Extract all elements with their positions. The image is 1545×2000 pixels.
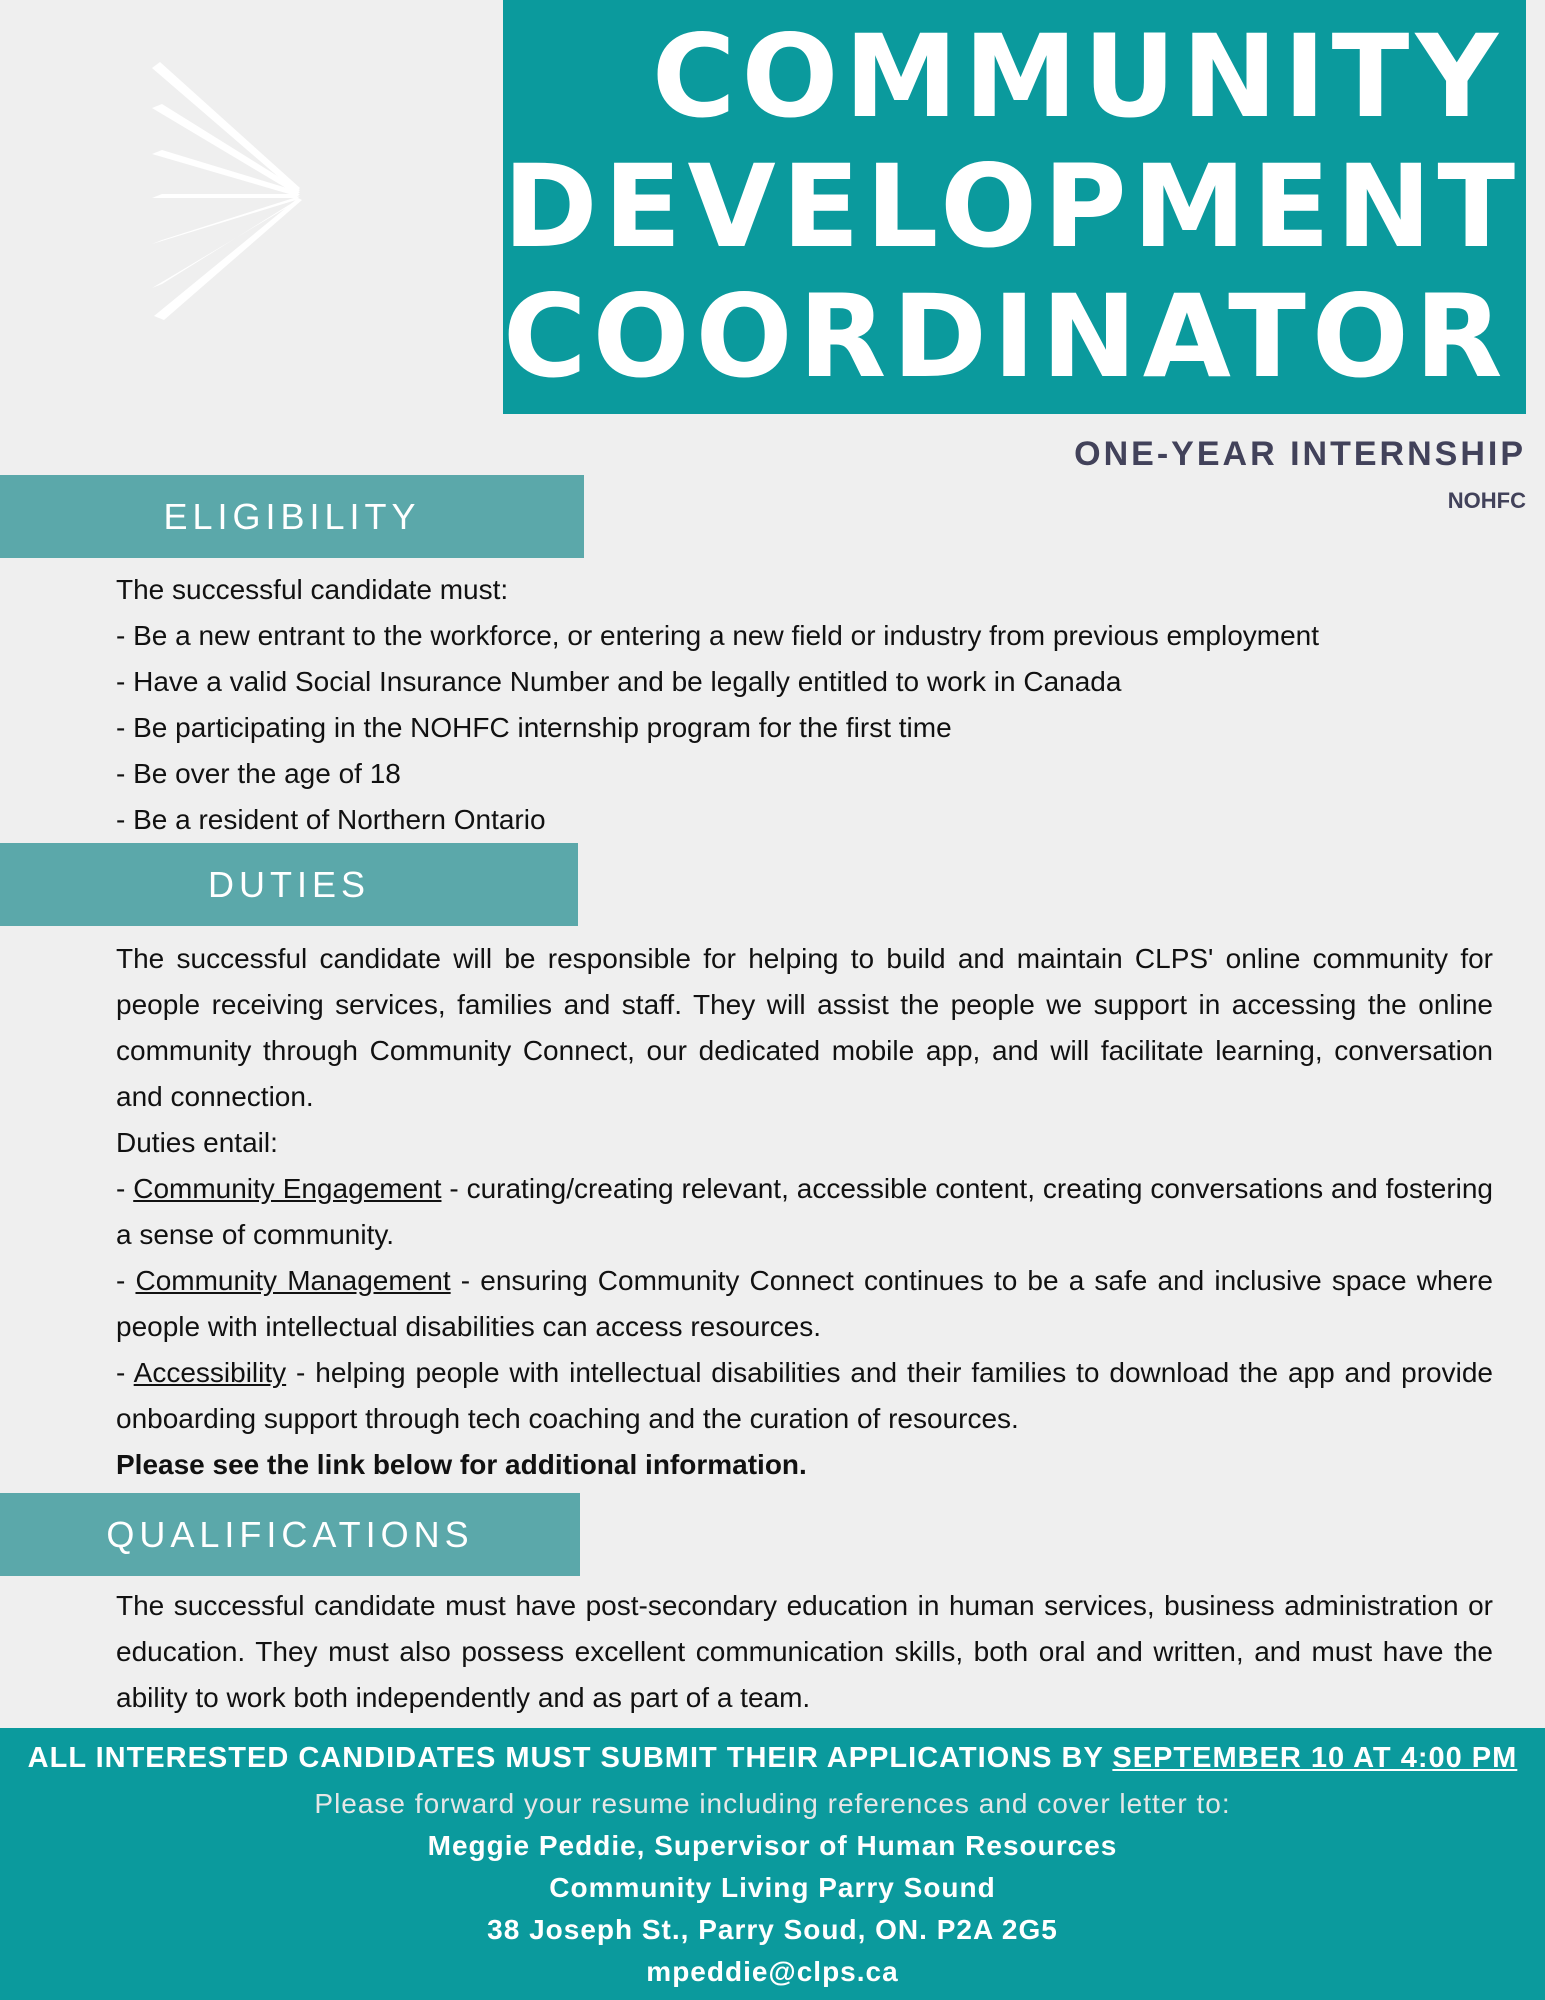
- list-item: - Have a valid Social Insurance Number and be legally entitled to work in Canada: [116, 666, 1122, 697]
- duty-prefix: -: [116, 1357, 134, 1388]
- qualifications-content: [116, 1583, 1493, 1721]
- eligibility-intro: The successful candidate must:: [116, 574, 509, 605]
- duty-item: [116, 1258, 1493, 1350]
- list-item: - Be participating in the NOHFC internship program for the first time: [116, 712, 952, 743]
- eligibility-heading: ELIGIBILITY: [0, 475, 584, 558]
- duties-intro: The successful candidate will be responsible for helping to build and maintain CLPS' online community for people receiving services, families and staff. They will assist the people we support in accessing the online community through Community Connect, our dedicated mobile app, and will facilitate learning, conversation and connection.: [116, 943, 1493, 1112]
- title-line-3: COORDINATOR: [503, 270, 1509, 403]
- deadline-prefix: ALL INTERESTED CANDIDATES MUST SUBMIT THEIR APPLICATIONS BY: [27, 1742, 1113, 1774]
- duty-prefix: -: [116, 1265, 136, 1296]
- title-line-2: DEVELOPMENT: [503, 140, 1522, 273]
- duties-heading: DUTIES: [0, 843, 578, 926]
- duties-note: Please see the link below for additional information.: [116, 1449, 807, 1480]
- deadline-date: SEPTEMBER 10 AT 4:00 PM: [1112, 1742, 1518, 1774]
- subtitle: ONE-YEAR INTERNSHIP: [1074, 435, 1526, 473]
- list-item: - Be over the age of 18: [116, 758, 401, 789]
- duties-entail: Duties entail:: [116, 1127, 278, 1158]
- duty-item: [116, 1166, 1493, 1258]
- duty-term: Community Management: [135, 1265, 451, 1296]
- title-banner: [503, 0, 1526, 414]
- contact-name: Meggie Peddie, Supervisor of Human Resources: [427, 1830, 1118, 1861]
- duty-text: - curating/creating relevant, accessible content, creating conversations and fostering a sense of community.: [116, 1173, 1494, 1250]
- forward-instructions: Please forward your resume including references and cover letter to:: [314, 1788, 1231, 1819]
- program-label: NOHFC: [1447, 488, 1526, 513]
- list-item: - Be a new entrant to the workforce, or entering a new field or industry from previous employment: [116, 620, 1320, 651]
- title-line-1: COMMUNITY: [651, 10, 1504, 143]
- qualifications-heading: QUALIFICATIONS: [0, 1493, 580, 1576]
- organization-name: Community Living Parry Sound: [549, 1872, 996, 1903]
- footer-banner: [0, 1728, 1545, 2000]
- duties-content: [116, 936, 1493, 1488]
- duty-text: - ensuring Community Connect continues to be a safe and inclusive space where people with intellectual disabilities can access resources.: [116, 1265, 1493, 1342]
- duty-term: Community Engagement: [133, 1173, 442, 1204]
- duty-prefix: -: [116, 1173, 134, 1204]
- fan-logo-icon: [150, 62, 310, 322]
- duty-item: [116, 1350, 1493, 1442]
- eligibility-content: [116, 567, 1493, 843]
- list-item: - Be a resident of Northern Ontario: [116, 804, 546, 835]
- address: 38 Joseph St., Parry Soud, ON. P2A 2G5: [487, 1914, 1058, 1945]
- duty-text: - helping people with intellectual disabilities and their families to download the app and provide onboarding support through tech coaching and the curation of resources.: [116, 1357, 1493, 1434]
- email-link[interactable]: mpeddie@clps.ca: [646, 1956, 899, 1987]
- qualifications-text: The successful candidate must have post-secondary education in human services, business administration or education. They must also possess excellent communication skills, both oral and written, and must have the ability to work both independently and as part of a team.: [116, 1590, 1493, 1713]
- deadline-line: [0, 1742, 1545, 1775]
- duty-term: Accessibility: [133, 1357, 287, 1388]
